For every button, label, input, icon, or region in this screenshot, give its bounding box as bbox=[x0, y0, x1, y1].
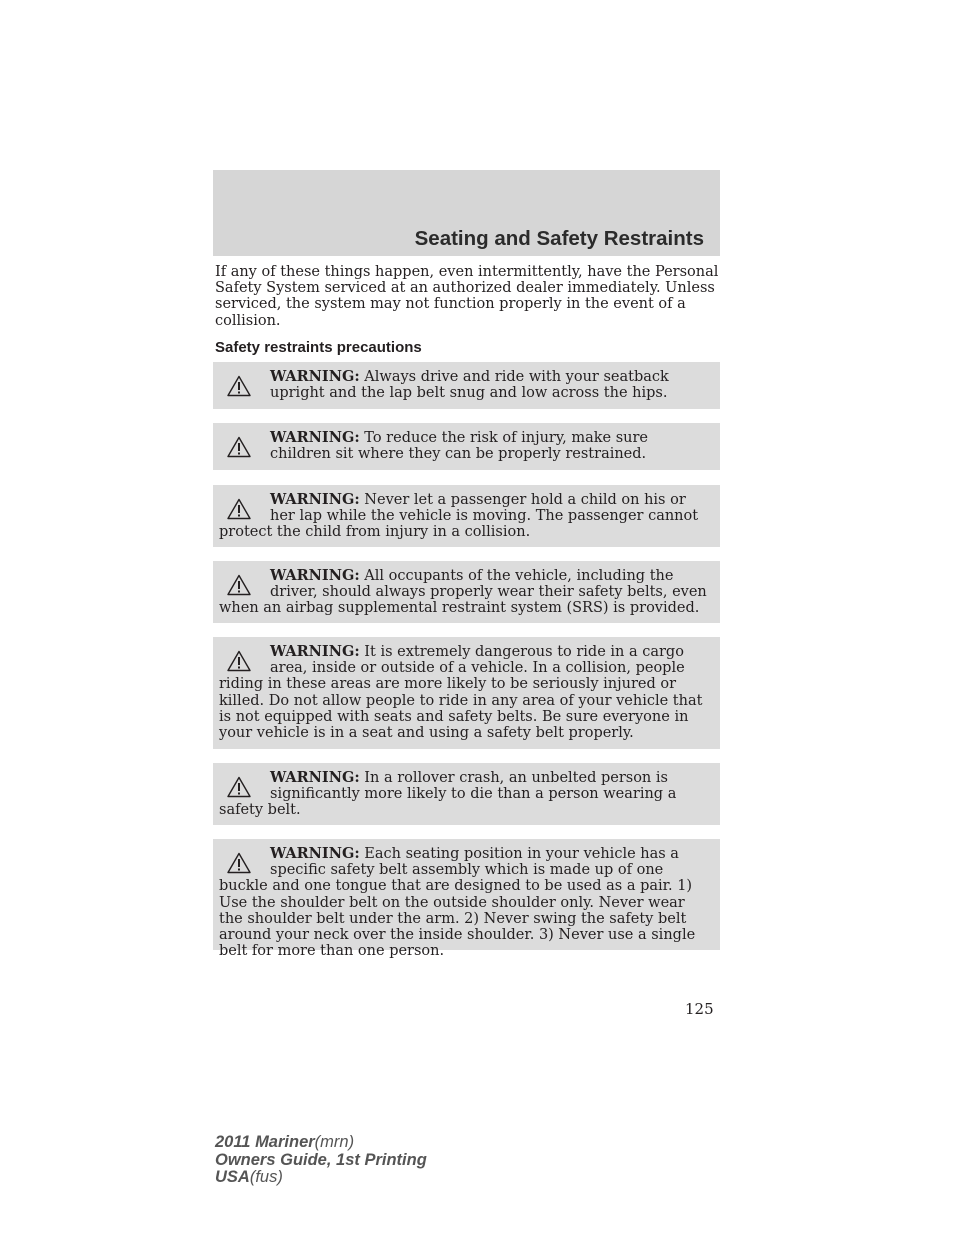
warning-label: WARNING: bbox=[270, 643, 360, 660]
warning-triangle-icon bbox=[227, 498, 251, 520]
warning-triangle-icon bbox=[227, 436, 251, 458]
warning-label: WARNING: bbox=[270, 491, 360, 508]
warning-text: Always drive and ride with your seatback upright and the lap belt snug and low across the hips. bbox=[270, 369, 669, 402]
warning-text: Never let a passenger hold a child on his or her lap while the vehicle is moving. The passenger cannot protect the child from injury in a collision. bbox=[219, 492, 699, 541]
warning-triangle-icon bbox=[227, 776, 251, 798]
warning-box bbox=[213, 637, 720, 749]
section-header-band bbox=[213, 170, 720, 256]
warning-box bbox=[213, 485, 720, 547]
warning-box bbox=[213, 839, 720, 960]
warning-triangle-icon bbox=[227, 574, 251, 596]
warning-triangle-icon bbox=[227, 375, 251, 397]
warning-box bbox=[213, 763, 720, 825]
footer-model: 2011 Mariner bbox=[215, 1133, 315, 1151]
warning-box bbox=[213, 561, 720, 623]
warning-text: To reduce the risk of injury, make sure children sit where they can be properly restrained. bbox=[270, 430, 648, 463]
warning-text: It is extremely dangerous to ride in a cargo area, inside or outside of a vehicle. In a collision, people riding in these areas are more likely to be seriously injured or killed. Do not allow people to ride in any area of your vehicle that is not equipped with seats and safety belts. Be sure everyone in your vehicle is in a seat and using a safety belt properly. bbox=[219, 644, 703, 742]
warning-label: WARNING: bbox=[270, 429, 360, 446]
section-title: Seating and Safety Restraints bbox=[414, 227, 704, 250]
subheading: Safety restraints precautions bbox=[215, 339, 422, 356]
warning-label: WARNING: bbox=[270, 567, 360, 584]
warning-label: WARNING: bbox=[270, 845, 360, 862]
warning-box bbox=[213, 362, 720, 409]
warning-label: WARNING: bbox=[270, 769, 360, 786]
warning-text: In a rollover crash, an unbelted person is significantly more likely to die than a person wearing a safety belt. bbox=[219, 770, 677, 819]
warning-label: WARNING: bbox=[270, 368, 360, 385]
footer-model-code: (mrn) bbox=[314, 1133, 355, 1151]
document-footer bbox=[215, 1134, 427, 1187]
warning-text: Each seating position in your vehicle has a specific safety belt assembly which is made up of one buckle and one tongue that are designed to be used as a pair. 1) Use the shoulder belt on the outside shoulder only. Never wear the shoulder belt under the arm. 2) Never swing the safety belt around your neck over the inside shoulder. 3) Never use a single belt for more than one person. bbox=[219, 846, 696, 960]
page-number: 125 bbox=[685, 1000, 714, 1018]
intro-paragraph: If any of these things happen, even intermittently, have the Personal Safety System serviced at an authorized dealer immediately. Unless serviced, the system may not function properly in the event of a collision. bbox=[215, 264, 719, 329]
footer-market-code: (fus) bbox=[249, 1168, 283, 1186]
warning-box bbox=[213, 423, 720, 470]
warning-triangle-icon bbox=[227, 650, 251, 672]
footer-market: USA bbox=[215, 1168, 250, 1186]
warning-triangle-icon bbox=[227, 852, 251, 874]
warning-text: All occupants of the vehicle, including the driver, should always properly wear their safety belts, even when an airbag supplemental restraint system (SRS) is provided. bbox=[219, 568, 707, 617]
footer-guide: Owners Guide, 1st Printing bbox=[215, 1150, 427, 1169]
